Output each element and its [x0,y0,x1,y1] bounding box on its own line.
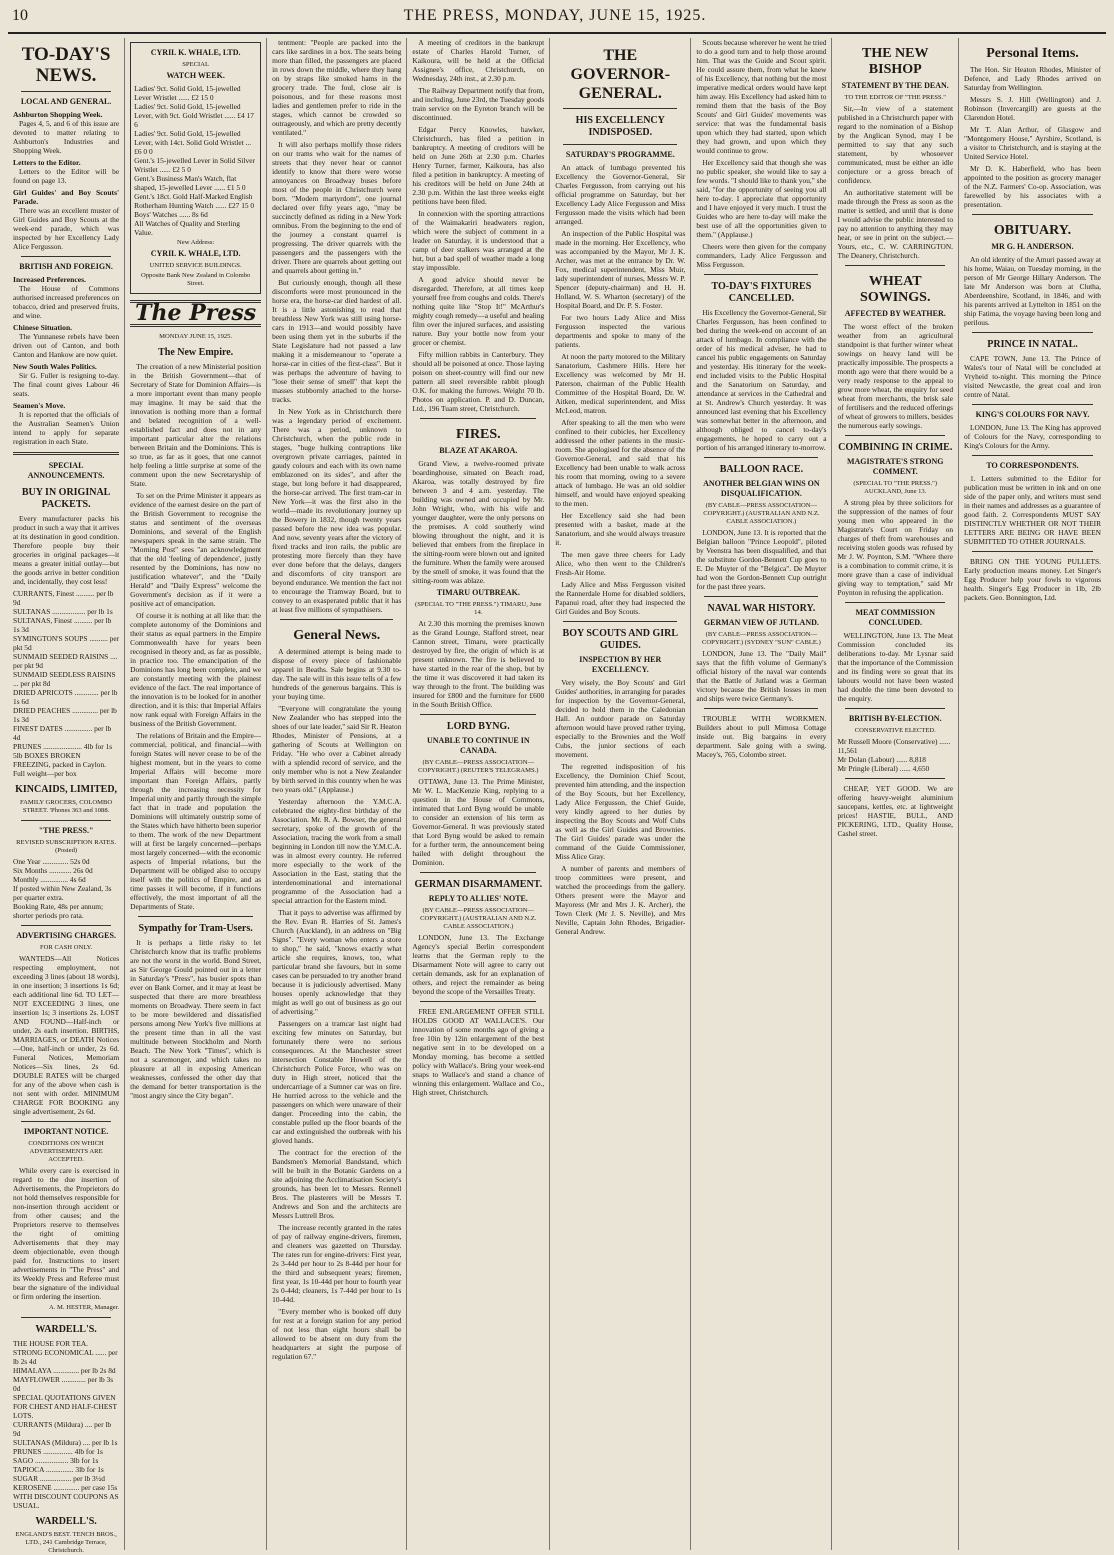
foreign-news-item-label: Seamen's Move. [13,401,66,410]
governor-general-paragraph: Lady Alice and Miss Fergusson visited the Rannerdale Home for disabled soldiers, Papanui road, after they had inspected the Girl Guides and Boy Scouts. [555,580,686,616]
colours-text: LONDON, June 13. The King has approved of Colours for the Navy, corresponding to King's Colours for the Army. [964,423,1101,450]
notice-paragraph: A good advice should never be disregarded. Therefore, at all times keep yourself free from coughs and colds. There's nothing quite like "Stop It!" McArthur's mighty cough remedy—a useful and healing film over the injured surfaces, and assisting nature. Buy your bottle now from your grocer or chemist. [412,275,545,347]
scouts-paragraph: The regretted indisposition of his Excellency, the Dominion Chief Scout, prevented him attending, and the inspection of the Boy Scouts, but her Excellency, Lady Alice Fergusson, the Chief Guide, very kindly agreed to her duties by inspecting the Boy Scouts and Wolf Cubs as well as the Girl Guides and Brownies. The Girl Guides' parade was under the command of the Guide Commissioner, Miss Alice Gray. [555,762,686,861]
fires-subheading: BLAZE AT AKAROA. [439,446,518,455]
notice-paragraph: A meeting of creditors in the bankrupt estate of Charles Harold Turner, of Kaikoura, will be held at the Official Assignee's office, Christchurch, on Wednesday, 24th inst., at 2.30 p.m. [412,38,545,83]
price-list [13,589,119,778]
general-news-item: Yesterday afternoon the Y.M.C.A. celebrated the eighty-first birthday of the Association. Mr. R. A. Bowser, the general secretary, spoke of the growth of the Association, tracing the work from a small beginning in London till now the Y.M.C.A. was in almost every country. He referred more especially to the work of the Association in the East, stating that the interdenominational and international programme of the Association had a special attraction for the Eastern mind. [272,797,402,905]
wardells-price-list [13,1339,119,1510]
correspondents-text: 1. Letters submitted to the Editor for publication must be written in ink and on one side of the paper only, and writers must send in their names and addresses as a guarantee of good faith. 2. Correspondents MUST SAY DISTINCTLY WHETHER OR NOT THEIR LETTERS ARE BEING OR HAVE BEEN SUBMITTED TO OTHER JOURNALS. [964,474,1101,546]
governor-general-paragraph: At noon the party motored to the Military Sanatorium, Cashmere Hills. Here her Excellency was welcomed by Mr H. Paterson, chairman of the Public Health Committee of the Hospital Board, Dr. W. Aitken, medical superintendent, and Miss McLeod, matron. [555,352,686,415]
fires-heading: FIRES. [455,427,501,442]
column-todays-news [8,38,125,1554]
byng-credit: (BY CABLE—PRESS ASSOCIATION—COPYRIGHT.) (REUTER'S TELEGRAMS.) [418,759,539,774]
local-news-item-text: Pages 4, 5, and 6 of this issue are devoted to matter relating to Ashburton's Industries and Shopping Week. [13,119,120,155]
naval-credit: (BY CABLE—PRESS ASSOCIATION—COPYRIGHT.) (SYDNEY "SUN" CABLE.) [702,631,821,646]
leader-date: MONDAY JUNE 15, 1925. [159,333,233,340]
crime-text: A strong plea by three solicitors for the suppression of the names of four young men who appeared in the Magistrate's Court on Friday on charges of theft from warehouses and receiving stolen goods was refused by Mr J. W. Poynton, S.M. "Where there is a combination to commit crime, it is more grave than a case of individual giving way to temptation," said Mr Poynton in refusing the application. [837,498,954,597]
general-news-item: A determined attempt is being made to dispose of every piece of fashionable apparel in Beaths. Sale begins at 9.30 to-day. The sale will in this issue tells of a few hundreds of the generous bargains. This is your buying time. [272,647,402,701]
naval-text: LONDON, June 13. The "Daily Mail" says that the fifth volume of Germany's official history of the naval war contends that the Battle of Jutland was a German victory because the British losses in men and ships were twice Germany's. [696,649,827,703]
scouts-paragraph: Her Excellency said that though she was no public speaker, she would like to say a few words. "I should like to thank you," she said, "for the opportunity of seeing you all here to-day. I appreciate that opportunity and I have enjoyed it very much. I trust the Guides who are here to-day will make the best use of all the opportunities given to them." (Applause.) [696,158,827,239]
disarmament-credit: (BY CABLE—PRESS ASSOCIATION—COPYRIGHT.) (AUSTRALIAN AND N.Z. CABLE ASSOCIATION.) [420,907,537,930]
leader-paragraph: The creation of a new Ministerial position in the British Government—that of Secretary of State for Dominion Affairs—is a more important event than many people may imagine. It may be said that the innovation is nothing more than a formal and belated recognition of a well-established fact and does not in any important particular alter the relations between Britain and the Dominions. This is so true, as far as it goes, that one cannot help feeling a little surprise at some of the comment upon the new Secretaryship of State. [130,362,262,488]
buy-packets-heading: BUY IN ORIGINAL PACKETS. [21,487,111,510]
press-heading: "THE PRESS." [38,826,94,835]
by-election-result: Mr Dolan (Labour) ...... 8,818 [837,755,926,764]
obituary-heading: OBITUARY. [993,223,1072,238]
natal-text: CAPE TOWN, June 13. The Prince of Wales's tour of Natal will be concluded at Vryheid to-night. This morning the Prince visited Newcastle, the great coal and iron centre of Natal. [964,354,1101,399]
scouts-paragraph: Very wisely, the Boy Scouts' and Girl Guides' authorities, in arranging for parades for inspection by the Governor-General, decided to hold them in the Caledonian Hall. An outdoor parade on Saturday afternoon would have proved rather trying, especially to the Brownies and the Wolf Cubs, the junior sections of each movement. [555,678,686,759]
notice-paragraph: In connexion with the sporting attractions of the Waimakariri headwaters region, which were the subject of comment in a leader on Saturday, it is understood that a camp of deer stalkers was arranged at the hut, but a bad spell of weather made a long stay impossible. [412,209,545,272]
wardells-item: MAYFLOWER ............. per lb 3s 0d [13,1375,114,1393]
price-list-item: SYMINGTON'S SOUPS .......... per pkt 5d [13,634,120,652]
tram-article: It is perhaps a little risky to let Christchurch know that its traffic problems are not the worst in the world. Bond Street, as Sir George Gould pointed out in a letter in Saturday's "Press", has busier spots than ever on Bank Corner, and it may at least be suspected that there are more breathless moments on Broadway. There seem in fact to be more bewildered and dissatisfied persons among New York's five millions at the present time than in all the vast multitude between Stockholm and North Beach. The New York "Times", which is not a scaremonger, and which takes no pleasure at all in exposing American weaknesses, confessed the other day that the demand for better transportation is the "most angry since the City began". [130,938,262,1100]
naval-heading: NAVAL WAR HISTORY. [707,603,816,614]
price-list-item: CURRANTS, Finest .......... per lb 9d [13,589,114,607]
subscription-rate: Monthly ............... 4s 6d [13,875,86,884]
watch-price-item: Boys' Watches ...... 8s 6d [134,210,208,219]
watch-price-item: Ladies' 9ct. Solid Gold, 15-jewelled Lever, with 9ct. Gold Wristlet ...... £4 17 6 [134,102,254,129]
watch-price-item: Gent.'s Business Man's Watch, flat shaped, 15-jewelled Lever ...... £1 5 0 [134,174,246,192]
whale-special: SPECIAL [182,61,210,68]
column-fires [407,38,550,1550]
local-news-item-label: Letters to the Editor. [13,158,81,167]
price-list-item: PRUNES ..................... 4lb for 1s [13,742,113,751]
masthead-title: THE PRESS, MONDAY, JUNE 15, 1925. [403,7,707,24]
wardells-item: TAPIOCA ............... 3lb for 1s [13,1465,104,1474]
column-governor-general [550,38,691,1550]
foreign-news-item-label: Increased Preferences. [13,275,86,284]
local-news-item-label: Girl Guides' and Boy Scouts' Parade. [13,188,120,206]
governor-general-paragraph: Her Excellency said she had been presented with a basket, made at the Sanatorium, and she would always treasure it. [555,511,686,547]
personal-item: The Hon. Sir Heaton Rhodes, Minister of Defence, and Lady Rhodes arrived on Saturday from Wellington. [964,65,1101,92]
subscription-heading: REVISED SUBSCRIPTION RATES. (Posted) [16,839,116,854]
price-list-item: SUNMAID SEEDED RAISINS .... per pkt 9d [13,652,118,670]
local-general-heading: LOCAL AND GENERAL. [20,97,112,106]
price-list-item: FINEST DATES ............... per lb 4d [13,724,112,742]
wardells-item: THE HOUSE FOR TEA. [13,1339,89,1348]
by-election-results [837,737,953,773]
kincaids-subtitle: FAMILY GROCERS, COLOMBO STREET. 'Phones 363 and 1088. [19,799,113,814]
column-fixtures [691,38,832,1550]
scouts-paragraph: Cheers were then given for the company commanders, Lady Alice Fergusson and Miss Fergusson. [696,242,827,269]
price-list-item: DRIED PEACHES .............. per lb 1s 3d [13,706,117,724]
wardells-item: SAGO .................. 3lb for 1s [13,1456,99,1465]
whale-address-line: UNITED SERVICE BUILDINGS. [149,262,242,269]
scouts-paragraph: Scouts because wherever he went he tried to do a good turn and to help those around him. That was the Guide and Scout spirit. He could assure them, from what he knew of his Excellency, that nothing but the most imperative medical orders would have kept him away. His Excellency had asked him to remind them that the basis of the Boy Scouts' and Girl Guides' movements was service: that was the fundamental basis upon which they had started, upon which they had grown, and upon which they would continue to grow. [696,38,827,155]
general-news-item: That it pays to advertise was affirmed by the Rev. Evan R. Harries of St. James's Church (Auckland), in an address on "Big Signs". "Every woman who enters a store to shop," he said, "knows exactly what article she requires, knows, too, what particular brand she favours, but in some cases can be persuaded to try another brand because it is judiciously advertised. Many houses openly acknowledge that they might as well go out of business as go out of advertising." [272,908,402,1016]
price-list-item: SULTANAS, Finest .......... per lb 1s 3d [13,616,112,634]
whale-address-name: CYRIL K. WHALE, LTD. [150,249,241,258]
obituary-text: An old identity of the Amuri passed away at his home, Waiau, on Tuesday morning, in the person of Mr George Hillary Anderson. The late Mr Anderson was born at Clutha, Aberdeenshire, Scotland, in 1846, and with his parents arrived at Lyttelton in 1851 on the ship Fatima, the voyage having been long and perilous. [964,255,1101,327]
subscription-rate: One Year .............. 52s 0d [13,857,90,866]
obituary-subheading: MR G. H. ANDERSON. [991,242,1074,251]
scouts-article-continued [696,38,826,269]
byng-subheading: UNABLE TO CONTINUE IN CANADA. [426,736,530,755]
personal-item: Messrs S. J. Hill (Wellington) and J. Robinson (Invercargill) are guests at the Clarendon Hotel. [964,95,1101,122]
bishop-letter [837,104,953,260]
tram-paragraph: But curiously enough, though all these discomforts were most pronounced in the horse era, the horse-car died hardest of all. It is a little astonishing to read that breathless New York was still using horse-cars in 1913—and would possibly have been using them yet in the suburbs if the State Legislature had not passed a law making it a misdemeanour to "operate a horse-car in cities of the first-class". But it was perhaps the adventure of having to "lose their sense of smell" that kept the masses stubbornly attached to the horse-tracks. [272,278,402,404]
notice-paragraph: The Railway Department notify that from, and including, June 23rd, the Tuesday goods train service on the Eyreton branch will be discontinued. [412,86,545,122]
general-news-item: "Every member who is booked off duty for rest at a foreign station for any period of not less than eight hours shall be allowed to be absent on duty from the headquarters at sight the purpose of regulation 67." [272,1307,402,1361]
wardells-item: PRUNES ................ 4lb for 1s [13,1447,103,1456]
bishop-paragraph: Sir,—In view of a statement published in a Christchurch paper with regard to the nomination of a Bishop by the Anglican Synod, may I be permitted to say that any such statement, by whosoever communicated, must be either an idle conjecture or a gross breach of confidence. [837,104,954,185]
masthead [8,0,1106,34]
balloon-heading: BALLOON RACE. [719,464,804,475]
whale-new-address-label: New Address: [177,239,215,246]
timaru-heading: TIMARU OUTBREAK. [436,588,520,597]
wallace-ad: FREE ENLARGEMENT OFFER STILL HOLDS GOOD AT WALLACE'S. Our innovation of some months ago of giving a free 10in by 12in enlargement of the best negative sent in to be developed on a Monday morning, has become a settled policy with Wallace's. Bring your week-end snaps to Wallace's and stand a chance of winning this enlargement. Wallace and Co., High street, Christchurch. [412,1007,545,1097]
column-bishop-wheat [832,38,959,1550]
governor-general-paragraph: An attack of lumbago prevented his Excellency the Governor-General, Sir Charles Fergusson, from carrying out his official programme on Saturday, but her Excellency Lady Alice Fergusson and Miss Fergusson made the visits which had been arranged. [555,163,686,226]
general-news-item: The increase recently granted in the rates of pay of railway engine-drivers, firemen, and cleaners was gazetted on Thursday. The rates run for engine-drivers: First year, 2s 3-44d per hour to 2s 8-44d per hour for the third and subsequent years; firemen, first year, 1s 10-44d per hour to fourth year 2s 0-44d; cleaners, 1s 7-44d per hour to 1s 10-44d. [272,1223,402,1304]
general-news-items [272,647,401,1361]
foreign-news-item-label: Chinese Situation. [13,323,73,332]
by-election-subheading: CONSERVATIVE ELECTED. [854,727,936,734]
the-press-flag: The Press [135,300,257,326]
local-news-item-text: There was an excellent muster of Girl Guides and Boy Scouts at the week-end parade, which was inspected by her Excellency Lady Alice Fergusson. [13,206,120,251]
leader-article [130,362,261,911]
wardells-item: CURRANTS (Mildura) .... per lb 9d [13,1420,112,1438]
by-election-result: Mr Pringle (Liberal) ...... 4,650 [837,764,930,773]
wardells-footer: WARDELL'S. [35,1516,97,1527]
price-list-item: 5lb BOXES BROKEN FREEZING, packed in Caylon. Full weight—per box [13,751,106,778]
tram-paragraph: It will also perhaps mollify those riders on our trams who wait for the names of streets that they never hear or cannot identify to know that there were worse annoyances on Broadway buses before most of the people in Christchurch were born. "Modern martyrdom", one journal declared over fifty years ago, "may be succinctly defined as riding in a New York omnibus. From the beginning to the end of the journey a constant quarrel is progressing. The driver quarrels with the passengers and the passengers with the driver. There are quarrels about getting out and quarrels about getting in." [272,140,402,275]
column-general-news [267,38,407,1550]
wardells-item: WITH DISCOUNT COUPONS AS USUAL. [13,1492,119,1510]
wardells-item: HIMALAYA .............. per lb 2s 8d [13,1366,116,1375]
timaru-text: At 2.30 this morning the premises known as the Grand Lounge, Stafford street, near Cannon street, Timaru, were practically destroyed by fire, the origin of which is at present unknown. The fire is believed to have started in the rear of the shop, but by the time it was discovered it had taken its way through to the front. The building was insured for £800 and the furniture for £600 in the South British Office. [412,619,545,709]
cash-only-heading: FOR CASH ONLY. [39,944,93,951]
crime-subheading: MAGISTRATE'S STRONG COMMENT. [846,457,944,476]
governor-general-article [555,163,685,616]
bishop-to-editor: TO THE EDITOR OF "THE PRESS." [844,94,946,101]
subscription-rate: If posted within New Zealand, 3s per quarter extra. [13,884,112,902]
watch-price-item: Gent.'s 15-jewelled Lever in Solid Silver Wristlet ...... £2 5 0 [134,156,255,174]
meat-heading: MEAT COMMISSION CONCLUDED. [855,608,935,627]
fires-text: Grand View, a twelve-roomed private boardinghouse, situated on Beach road, Akaroa, was totally destroyed by fire between 3 and 4 a.m. yesterday. The building was owned and occupied by Mr. John Wright, who, with his wife and younger daughter, were the only persons on the premises. A cold southerly wind blowing throughout the night, and it is believed that embers from the fireplace in the sitting-room were blown out and ignited the furniture. When the family were aroused by the smell of smoke, it was found that the sitting-room was ablaze. [412,459,545,585]
bishop-subheading: STATEMENT BY THE DEAN. [841,81,949,90]
tram-paragraph: tentment: "People are packed into the cars like sardines in a box. The seats being more than filled, the passengers are placed in rows down the middle, where they hang on by straps like smoked hams in the grocery trade. The foul, close air is poisonous, and for these reasons most ladies and gentlemen prefer to ride in the stages, which cannot be crowded so outrageously, and which are pretty decently ventilated." [272,38,402,137]
wardells-item: SULTANAS (Mildura) .... per lb 1s [13,1438,118,1447]
wheat-subheading: AFFECTED BY WEATHER. [844,309,946,318]
naval-subheading: GERMAN VIEW OF JUTLAND. [703,618,819,627]
by-election-heading: BRITISH BY-ELECTION. [848,714,942,723]
wheat-text: The worst effect of the broken weather from an agricultural standpoint is that further winter wheat sowings on heavy land will be practically impossible. The prospects a month ago were that there would be a very ready response to the appeal to grow more wheat, the enquiry for seed wheat from merchants, the brisk sale of fertilisers and the reduced offerings of wheat of growers to millers, besides the numerous early sowings. [837,322,954,430]
notices [412,38,544,413]
balloon-text: LONDON, June 13. It is reported that the Belgian balloon "Prince Leopold", piloted by Veenstra has been disqualified, and that the substitute Gordon-Bennett Cup goes to E. De Muyter of the "Belgica". De Muyter had won the Gordon-Bennett Cup outright for the past three years. [696,528,827,591]
foreign-news-item-text: It is reported that the officials of the Australian Seamen's Union intend to apply for separate registration in each State. [13,410,120,446]
disarmament-heading: GERMAN DISARMAMENT. [414,879,543,890]
watch-price-item: All Watches of Quality and Sterling Value. [134,219,240,237]
subscription-rate: Six Months ............ 26s 0d [13,866,93,875]
bishop-paragraph: An authoritative statement will be made through the Press as soon as the matter is settled, and until that is done I would advise the public interested to pay no attention to anything they may hear, or see in print on the subject.—Yours, etc., C. W. CARRINGTON. The Deanery, Christchurch. [837,188,954,260]
correspondents-heading: TO CORRESPONDENTS. [986,461,1079,470]
leader-heading: The New Empire. [158,347,234,358]
leader-paragraph: The relations of Britain and the Empire—commercial, political, and financial—with foreign States will never cease to be of the highest moment, but in the years to come Imperial Affairs will become more important than Foreign Affairs, partly through the increasing necessity for Imperial unity and partly through the simple fact that in trade and population the Dominions will ultimately outstrip some of the States which have hitherto been superior to them. The work of the new Department will at first be largely concerned—perhaps most largely concerned—with the economic aspects of Imperial relations, but the Department will be obliged also to occupy itself with the politics of Empire, and as time passes it will become, if it functions effectively, the most important of all the Departments of State. [130,731,262,911]
indisposed-subheading: HIS EXCELLENCY INDISPOSED. [575,115,665,138]
general-news-item: "Everyone will congratulate the young New Zealander who has stepped into the shoes of our late leader," said Sir R. Heaton Rhodes, Minister of Pensions, at a gathering of Scouts at Wellington on Friday. "He who over a Cabinet already with a splendid record of service, and the only member who is not a New Zealander by birth served in this country when he was two years old." (Applause.) [272,704,402,794]
foreign-news-list [13,275,119,446]
watch-price-item: Ladies' 9ct. Solid Gold, 15-jewelled Lever Wristlet ...... £2 15 0 [134,84,241,102]
foreign-news-item-label: New South Wales Politics. [13,362,97,371]
wheat-heading: WHEAT SOWINGS. [860,274,931,305]
governor-general-paragraph: For two hours Lady Alice and Miss Fergusson inspected the various departments and spoke to many of the patients. [555,313,686,349]
byng-heading: LORD BYNG. [446,721,510,732]
watch-price-item: Ladies' 9ct. Solid Gold, 15-jewelled Lever, with 14ct. Solid Gold Wristlet ... £6 0 0 [134,129,252,156]
whale-heading: CYRIL K. WHALE, LTD. [150,48,241,57]
important-notice-heading: IMPORTANT NOTICE. [23,1127,109,1136]
governor-general-paragraph: An inspection of the Public Hospital was made in the morning. Her Excellency, who was accompanied by the Mayor, Mr J. K. Archer, was met at the entrance by Dr. W. Fox, medical superintendent, Miss Muir, lady superintendent of nurses, Messrs W. P. Spencer (deputy-chairman) and H. H. Holland, W. S. Wharton (secretary) of the Hospital Board, and Dr. P. S. Foster. [555,229,686,310]
tram-article-continued [272,38,401,614]
manager-signature: A. M. HESTER, Manager. [49,1304,120,1311]
watch-price-item: Gent.'s 18ct. Gold Half-Marked English Rotherham Hunting Watch ...... £27 15 0 [134,192,255,210]
leader-paragraph: To set on the Prime Minister it appears as evidence of the earnest desire on the part of the British Government to recognise the status and sentiment of the overseas Dominions, and several of the English newspapers speak in the same strain. The "Morning Post" sees "an acknowledgment that the old 'feeling of dependence', justly resented by the Dominions, has now no justification whatever", and the "Daily Herald" and "Daily Express" welcome the Government's decision as if it were a positive act of emancipation. [130,491,262,608]
price-list-item: SULTANAS .................. per lb 1s [13,607,113,616]
fixtures-heading: TO-DAY'S FIXTURES CANCELLED. [711,281,812,304]
balloon-credit: (BY CABLE—PRESS ASSOCIATION—COPYRIGHT.) (AUSTRALIAN AND N.Z. CABLE ASSOCIATION.) [703,502,820,525]
wardells-item: SUGAR ................. per lb 3½d [13,1474,105,1483]
governor-general-paragraph: The men gave three cheers for Lady Alice, who then went to the Children's Fresh-Air Home. [555,550,686,577]
byng-text: OTTAWA, June 13. The Prime Minister, Mr W. L. MacKenzie King, replying to a question in the House of Commons, intimated that Lord Byng would be unable to consider an extension of his term as Governor-General. It was previously stated that Lord Byng would be asked to remain for a further term, the announcement being hailed with delight throughout the Dominion. [412,777,545,867]
page-number: 10 [12,7,28,24]
by-election-result: Mr Russell Moore (Conservative) ...... 11,561 [837,737,951,755]
advertising-text: WANTEDS—All Notices respecting employment, not exceeding 3 lines (about 18 words), in one insertion; 3 insertions 1s 6d; each additional line 6d. TO LET—NOT EXCEEDING 3 lines, one insertion 1s; 3 insertions 2s. LOST AND FOUND—Half-inch or under, 2s each insertion. BIRTHS, MARRIAGES, or DEATH Notices—One, half-inch or under, 2s 6d. Funeral Notices, Memoriam Notices—Six lines, 2s 6d. DOUBLE RATES will be charged for any of the above when cash is not sent with order. MINIMUM CHARGE FOR BOOKING any single advertisement, 2s 6d. [13,954,120,1116]
wardells-item: STRONG ECONOMICAL ...... per lb 2s 4d [13,1348,118,1366]
disarmament-subheading: REPLY TO ALLIES' NOTE. [428,894,528,903]
notice-paragraph: Fifty million rabbits in Canterbury. They should all be poisoned at once. Those laying poison on sheet-country will find our new pattern all steel reversible rabbit plough O.K. for making the furrows. Weight 70 lb. Photos on application. P. and D. Duncan, Ltd., 196 Tuam street, Christchurch. [412,350,545,413]
price-list-item: SUNMAID SEEDLESS RAISINS ... per pkt 8d [13,670,116,688]
column-personal [959,38,1106,1550]
natal-heading: PRINCE IN NATAL. [987,339,1078,350]
programme-subheading: SATURDAY'S PROGRAMME. [565,150,675,159]
conditions-text: While every care is exercised in regard to the due insertion of Advertisements, the Proprietors do not hold themselves responsible for non-insertion through accident or from other causes; and the Proprietors reserve to themselves the right of omitting Advertisements that they may deem objectionable, even though paid for. Instructions to insert advertisements in "The Press" and its Weekly Press and Referee must bear the signature of the individual or firm ordering the insertion. [13,1166,120,1301]
scouts-article [555,678,685,936]
scouts-paragraph: A number of parents and members of troop committees were present, and watched the proceedings from the gallery. Others present were the Mayor and Mayoress (Mr and Mrs J. K. Archer), the Town Clerk (Mr J. S. Neville), and Mrs Neville, Captain John Rhodes, Brigadier-General Andrew. [555,864,686,936]
kincaids-heading: KINCAIDS, LIMITED, [15,784,118,795]
wardells-item: SPECIAL QUOTATIONS GIVEN FOR CHEST AND HALF-CHEST LOTS. [13,1393,117,1420]
personal-item: Mr D. K. Haberfield, who has been appointed to the position as grocery manager of the N.Z. Farmers' Co-op. Association, was farewelled by his associates with a presentation. [964,164,1101,209]
advertising-heading: ADVERTISING CHARGES. [16,931,116,940]
general-news-item: The contract for the erection of the Bandsmen's Memorial Bandstand, which will be built in the Botanic Gardens on a site adjoining the Acclimatisation Society's grounds, has been let to Messrs. Rennell Bros. The plasterers will be Messrs T. Andrews and Son and the architects are Messrs Luttrell Bros. [272,1148,402,1220]
special-announcements-heading: SPECIAL ANNOUNCEMENTS. [27,461,105,480]
bishop-heading: THE NEW BISHOP [861,46,929,77]
whale-address-note: Opposite Bank New Zealand in Colombo Street. [140,272,251,287]
wardells-item: KEROSENE .............. per case 15s [13,1483,118,1492]
buy-packets-text: Every manufacturer packs his product in such a way that it arrives at its destination in good condition. Therefore people buy their groceries in original packages—it means a greater initial outlay—but the goods arrive in better condition and, incidentally, they cost less! [13,514,120,586]
local-news-item-label: Ashburton Shopping Week. [13,110,103,119]
tench-bros-ad: ENGLAND'S BEST. TENCH BROS., LTD., 241 Cambridge Terrace, Christchurch. [15,1531,117,1554]
personal-item: Mr T. Alan Arthur, of Glasgow and "Montgomery House," Ayrshire, Scotland, is a visitor to Christchurch, and is staying at the United Service Hotel. [964,125,1101,161]
tram-heading: Sympathy for Tram-Users. [138,923,253,934]
crime-heading: COMBINING IN CRIME. [838,442,953,453]
foreign-news-item-text: The Yunnanese rebels have been driven out of Canton, and both Canton and Hankow are now quiet. [13,332,120,359]
fixtures-text: His Excellency the Governor-General, Sir Charles Fergusson, has been confined to bed during the week-end on account of an attack of lumbago. In compliance with the order of his medical adviser, he had to cancel his public engagements on Saturday and yesterday. His itinerary for the week-end included visits to the Public Hospital and the Sanatorium on Saturday, and attendance at services in the Cathedral and at St. Andrew's Church yesterday. It was announced last evening that his Excellency was somewhat better in the afternoon, and although obliged to cancel to-day's engagements, he hoped to carry out a portion of his arranged itinerary to-morrow. [696,308,827,452]
cheap-ad: CHEAP, YET GOOD. We are offering heavy-weight aluminium saucepans, kettles, etc. at lightweight prices! HASTIE, BULL, AND PICKERING, LTD., Quality House, Cashel street. [837,784,954,838]
governor-general-heading: THE GOVERNOR-GENERAL. [570,47,671,102]
pullets-ad: BRING ON THE YOUNG PULLETS. Early production means money. Let Singer's Egg Producer help your fowls to vigorous health. Singer's Egg Producer in 1lb, 2lb packets. Geo. Bonnington, Ltd. [964,557,1101,602]
governor-general-paragraph: After speaking to all the men who were confined to their cubicles, her Excellency addressed the other patients in the music-room. She apologised for the absence of the Governor-General, and said that his Excellency had been unable to walk across his room that morning, owing to a severe attack of lumbago. He was an old soldier himself, and would have enjoyed speaking to the men. [555,418,686,508]
subscription-rate: Booking Rate, 48s per annum; shorter periods pro rata. [13,902,104,920]
crime-dateline: (SPECIAL TO "THE PRESS.") AUCKLAND, June 13. [853,480,938,495]
disarmament-text: LONDON, June 13. The Exchange Agency's special Berlin correspondent learns that the German reply to the Disarmament Note will agree to carry out certain demands, ask for an explanation of others, and reject the remainder as being beyond the scope of the Versailles Treaty. [412,933,545,996]
notice-paragraph: Edgar Percy Knowles, hawker, Christchurch, has filed a petition in bankruptcy. A meeting of creditors will be held on June 26th at 2.30 p.m. Charles Henry Turner, farmer, Kaikoura, has also filed a petition in bankruptcy. A meeting of his creditors will be held on June 24th at 2.30 p.m. Within the last three weeks eight petitions have been filed. [412,125,545,206]
local-news-list [13,110,119,251]
wardells-heading: WARDELL'S. [35,1324,97,1335]
personal-items [964,65,1101,209]
scouts-subheading: INSPECTION BY HER EXCELLENCY. [579,655,662,674]
workmen-ad: TROUBLE WITH WORKMEN. Builders about to pull Mimosa Cottage inside out. Big bargains in every department. Sale going with a swing. Macey's, 765, Colombo street. [696,714,827,759]
balloon-subheading: ANOTHER BELGIAN WINS ON DISQUALIFICATION. [703,479,820,498]
timaru-dateline: (SPECIAL TO "THE PRESS.") TIMARU, June 14. [415,601,542,616]
conditions-heading: CONDITIONS ON WHICH ADVERTISEMENTS ARE ACCEPTED. [28,1140,104,1163]
foreign-news-item-text: The House of Commons authorised increased preferences on tobacco, dried and preserved fruits, and wine. [13,284,120,320]
column-whale-leader [125,38,267,1550]
subscription-rates [13,857,119,920]
tram-paragraph: In New York as in Christchurch there was a legendary period of excitement. There was a period, unknown to Christchurch, when the public rode in stages, "huge hulking contraptions like overgrown private carriages, painted in gaudy colours and each with its own name emblazoned on its sides", and after the stage, but long before it had disappeared, the horse-car arrived. The first tram-car in New York—it was the first also in the world—made its revolutionary journey up the Bowery in 1832, though twenty years passed before the new idea was popular. And now, seventy years after the victory of fixed tracks and iron rails, the public are protesting more fiercely than they have ever done before that the delays, dangers and discomforts of city transport are beyond endurance. We mention the fact not to encourage the Tramway Board, but to convey to an exasperated public that it has at least five millions of sympathisers. [272,407,402,614]
local-news-item-text: Letters to the Editor will be found on page 13. [13,167,120,185]
scouts-heading: BOY SCOUTS AND GIRL GUIDES. [562,628,679,651]
general-news-item: Passengers on a tramcar last night had exciting few minutes on Saturday, but fortunately there were no serious consequences. At the Manchester street intersection Constable Howell of the Christchurch Police Force, who was on duty in High street, noticed that the undercarriage of a Sumner car was on fire. He hurried across to the vehicle and the passengers on which were unaware of their danger. Proceeding into the cabin, the constable pulled up the floor boards of the car and extinguished the outbreak with his gloved hands. [272,1019,402,1145]
leader-paragraph: Of course it is nothing at all like that: the complete autonomy of the Dominions and their status as equal partners in the Empire Commonwealth have for years been recognised in theory and, as far as possible, in practice too. The emancipation of the Dominions has long been complete, and we are constantly meeting with the plainest evidence of the fact. The real importance of the innovation is to be looked for in another direction, and it is this: that Imperial Affairs now rank equal with Foreign Affairs in the business of the British Government. [130,611,262,728]
todays-news-headline: TO-DAY'S NEWS. [21,44,111,86]
personal-heading: Personal Items. [986,46,1079,61]
general-news-heading: General News. [293,628,381,643]
british-foreign-heading: BRITISH AND FOREIGN. [19,262,113,271]
foreign-news-item-text: Sir G. Fuller is resigning to-day. The final count gives Labour 46 seats. [13,371,120,398]
watch-price-list [134,84,257,237]
price-list-item: DRIED APRICOTS ............. per lb 1s 6d [13,688,118,706]
meat-text: WELLINGTON, June 13. The Meat Commission concluded its deliberations to-day. Mr Lysnar said that the importance of the Commission and its finding were so great that its labours would not have been wasted had double the time been devoted to the enquiry. [837,631,954,703]
whale-advertisement [130,42,261,294]
whale-watch-week: WATCH WEEK. [166,71,225,80]
colours-heading: KING'S COLOURS FOR NAVY. [975,410,1090,419]
